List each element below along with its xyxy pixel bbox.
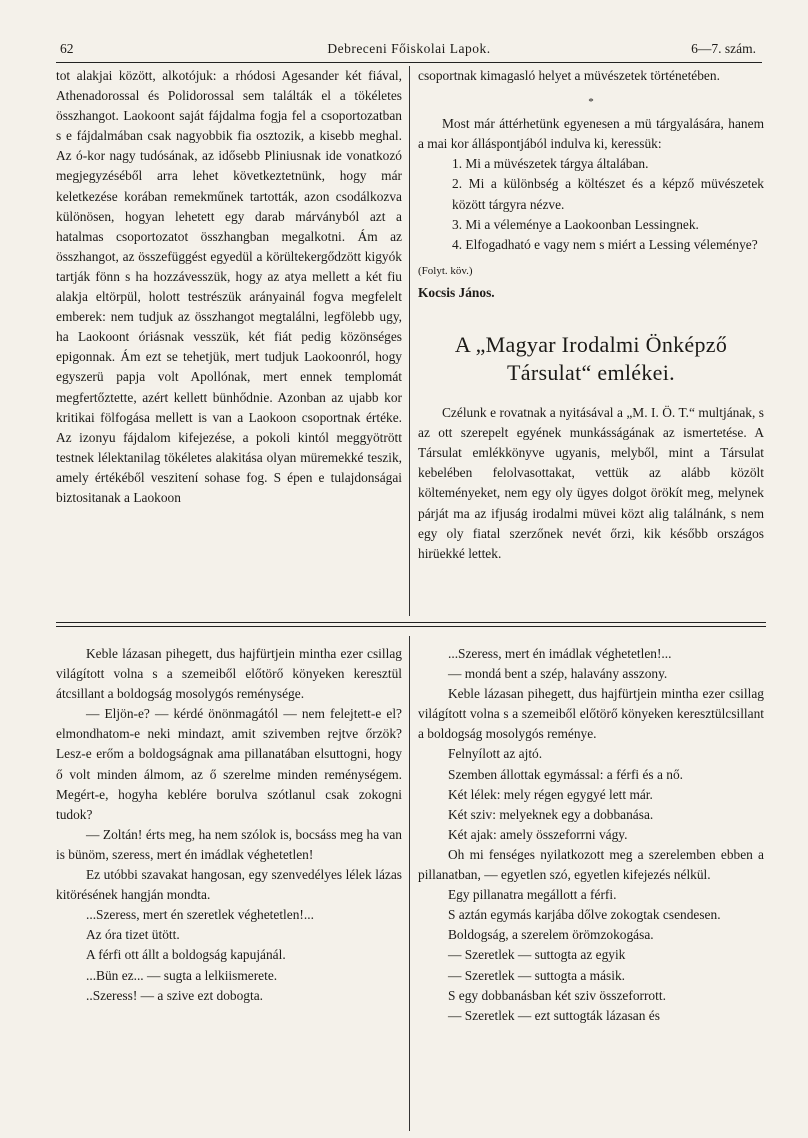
story-paragraph: Két sziv: melyeknek egy a dobbanása. xyxy=(448,806,654,822)
continuation-note: (Folyt. köv.) xyxy=(418,264,473,277)
section-title: A „Magyar Irodalmi Önképző Társulat“ emlékei. xyxy=(454,332,728,386)
list-item: 2. Mi a különbség a költészet és a képző müvészetek között tárgyra nézve. xyxy=(452,176,764,212)
page-header xyxy=(56,36,762,63)
story-paragraph: Keble lázasan pihegett, dus hajfürtjein mintha ezer csillag világított volna s a szemeiből előtörő könyeken keresztül átcsillant a boldogság mosolygós reménysége. xyxy=(56,646,402,702)
story-paragraph: Felnyílott az ajtó. xyxy=(448,746,543,762)
story-paragraph: S aztán egymás karjába dőlve zokogtak csendesen. xyxy=(448,907,721,923)
story-paragraph: Két lélek: mely régen egygyé lett már. xyxy=(448,786,653,802)
article-laokoon-right-column xyxy=(418,66,764,564)
article-laokoon-left-column xyxy=(56,66,402,508)
article-paragraph: Most már áttérhetünk egyenesen a mü tárgyalására, hanem a mai kor álláspontjából indulva ki, keressük: xyxy=(418,116,764,152)
list-item: 4. Elfogadható e vagy nem s miért a Lessing véleménye? xyxy=(452,236,758,252)
publication-title: Debreceni Főiskolai Lapok. xyxy=(327,41,491,56)
story-paragraph: Ez utóbbi szavakat hangosan, egy szenvedélyes lélek lázas kitörésének hangján mondta. xyxy=(56,867,402,903)
story-paragraph: — Zoltán! érts meg, ha nem szólok is, bocsáss meg ha van is bünöm, szeress, mert én imádlak véghetetlen! xyxy=(56,826,402,862)
story-paragraph: — Szeretlek — suttogta az egyik xyxy=(448,947,626,963)
story-paragraph: Az óra tizet ütött. xyxy=(86,927,180,943)
story-paragraph: Szemben állottak egymással: a férfi és a nő. xyxy=(448,766,683,782)
story-paragraph: — mondá bent a szép, halavány asszony. xyxy=(448,666,668,682)
story-paragraph: — Szeretlek — ezt suttogták lázasan és xyxy=(448,1007,660,1023)
story-paragraph: Két ajak: amely összeforrni vágy. xyxy=(448,826,628,842)
story-paragraph: ..Szeress! — a szive ezt dobogta. xyxy=(86,987,263,1003)
article-paragraph: tot alakjai között, alkotójuk: a rhódosi Agesander két fiával, Athenadorossal és Polidorossal sem találták el a tökéletes összhangot. Laokoont saját fájdalma fogja fel a csoportozatban s e fájdalmában csak nagyobbik fia osztozik, a kisebb meghal. Az ó-kor nagy tudósának, az idősebb Pliniusnak ide vonatkozó megjegyzéséből arra lehet következtetnünk, hogy már keletkezése korában remekműnek tartották, azon csodálkozva különösen, hogyan lehetett egy darab márványból azt a hatalmas csoportozatot összhangban megalkotni. Ám az összhangot, az összefüggést egyedül a körültekergődzött kigyók tartják fönn s ha hozzávesszük, hogy az atya mellett a két fiu alakja eltörpül, holott testrészük arányainál fogva megfelelt emberek: nem tudjuk az összhangot megtalálni, legfölebb ugy, ha Laokoont óriásnak vesszük, két fiát pedig közönséges epigonnak. Ám ezt se tehetjük, mert tudjuk Laokoonról, hogy egyszerü papja volt Apollónak, mert ennek templomát megfertőztette, azért kellett bünhődnie. Azonban az ujabb kor kritikai fölfogása mellett is van a Laokoon csoportnak értéke. Az izonyu fájdalom kifejezése, a pokoli kintól meggyötrött testnek lélektanilag tökéletes alakitása olyan müremekké teszik, amely értékéből veszitení sohase fog. S épen e tulajdonságai biztositanak a Laokoon xyxy=(56,68,402,505)
story-paragraph: — Szeretlek — suttogta a másik. xyxy=(448,967,626,983)
page-number: 62 xyxy=(60,41,74,56)
section-separator: * xyxy=(588,96,594,109)
story-right-column xyxy=(418,644,764,1026)
story-paragraph: A férfi ott állt a boldogság kapujánál. xyxy=(86,947,286,963)
column-divider-top xyxy=(409,66,410,616)
section-rule xyxy=(56,626,766,627)
story-paragraph: — Eljön-e? — kérdé önönmagától — nem felejtett-e el? elmondhatom-e neki mindazt, amit szivemben rejtve őrzök? Lesz-e erőm a boldogságnak ama pillanatában elsuttogni, hogy ő volt minden álmom, az ő szerelme minden reménységem. Megért-e, hogyha keblére borulva szótlanul csak zokogni tudok? xyxy=(56,706,402,822)
story-paragraph: Boldogság, a szerelem örömzokogása. xyxy=(448,927,654,943)
story-paragraph: ...Szeress, mert én szeretlek véghetetlen!... xyxy=(86,907,314,923)
list-item: 3. Mi a véleménye a Laokoonban Lessingnek. xyxy=(452,216,699,232)
story-paragraph: ...Bün ez... — sugta a lelkiismerete. xyxy=(86,967,278,983)
issue-number: 6—7. szám. xyxy=(691,41,756,56)
story-paragraph: ...Szeress, mert én imádlak véghetetlen!... xyxy=(448,646,672,661)
author-signature: Kocsis János. xyxy=(418,284,495,300)
article-paragraph: csoportnak kimagasló helyet a müvészetek történetében. xyxy=(418,68,720,83)
story-left-column xyxy=(56,644,402,1006)
story-paragraph: S egy dobbanásban két sziv összeforrott. xyxy=(448,987,666,1003)
list-item: 1. Mi a müvészetek tárgya általában. xyxy=(452,156,649,172)
article-paragraph: Czélunk e rovatnak a nyitásával a „M. I. Ö. T.“ multjának, s az ott szerepelt egyének munkásságának az ismertetése. A Társulat emlékkönyve ugyanis, melyből, mint a Társulat kebelében felolvasottakat, vettük az alább közölt költeményeket, nem egy oly ügyes dolgot örökít meg, melynek párját ma az ifjuság irodalmi müvei közt alig találnánk, s nem egy oly fiatal szerzőnek nevét őrzi, kik később országos hirüekké lettek. xyxy=(418,405,764,561)
story-paragraph: Oh mi fenséges nyilatkozott meg a szerelemben ebben a pillanatban, — egyetlen szó, egyetlen kifejezés nélkül. xyxy=(418,846,764,883)
column-divider-bottom xyxy=(409,636,410,1131)
story-paragraph: Egy pillanatra megállott a férfi. xyxy=(448,887,617,903)
story-paragraph: Keble lázasan pihegett, dus hajfürtjein mintha ezer csillag világított volna s a szemeiből előtörő könyeken keresztülcsillant a boldogság mosolygós reménye. xyxy=(418,686,764,742)
section-rule xyxy=(56,622,766,623)
